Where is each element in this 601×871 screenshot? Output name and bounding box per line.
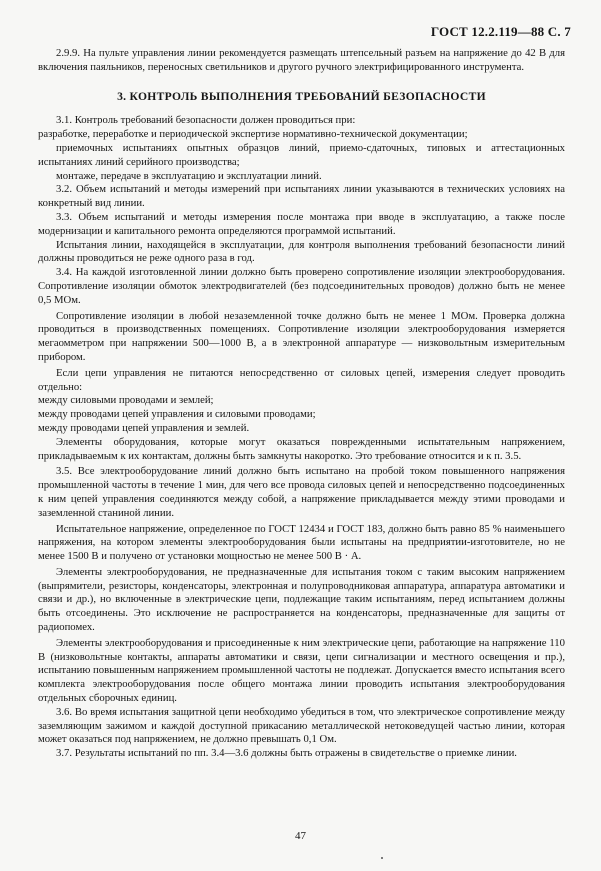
paragraph: 3.5. Все электрооборудование линий должно быть испытано на пробой током повышенного напряжения промышленной частоты в течение 1 мин, для чего все провода силовых цепей и непосредственно подсоединенных к ним цепей управления соединяются между собой, а напряжение прикладывается между этими проводами и заземленной станиной линии.: [38, 465, 565, 519]
paragraph: 3.3. Объем испытаний и методы измерения после монтажа при вводе в эксплуатацию, а также после модернизации и капитального ремонта определяются программой испытаний.: [38, 210, 565, 237]
paragraph: приемочных испытаниях опытных образцов линий, приемо-сдаточных, типовых и аттестационных испытаниях линий серийного производства;: [38, 141, 565, 168]
paragraph: 3.7. Результаты испытаний по пп. 3.4—3.6 должны быть отражены в свидетельстве о приемке линии.: [56, 747, 517, 760]
paragraph: Элементы электрооборудования, не предназначенные для испытания током с таким высоким напряжением (выпрямители, резисторы, конденсаторы, электронная и полупроводниковая аппаратура, аппаратура автоматики и связи и др.), но включенные в электрические цепи, подлежащие таким испытаниям, перед испытанием должны быть отсоединены. Это исключение не распространяется на конденсаторы, предназначенные для защиты от радиопомех.: [38, 565, 565, 634]
paragraph: 3.2. Объем испытаний и методы измерений при испытаниях линии указываются в технических условиях на конкретный вид линии.: [38, 183, 565, 210]
scan-speck: [381, 857, 383, 859]
body-text: [38, 47, 565, 761]
paragraph: разработке, переработке и периодической экспертизе нормативно-технической документации;: [38, 128, 468, 141]
section-title: 3. КОНТРОЛЬ ВЫПОЛНЕНИЯ ТРЕБОВАНИЙ БЕЗОПАСНОСТИ: [117, 89, 486, 103]
paragraph: 3.1. Контроль требований безопасности должен проводиться при:: [56, 114, 356, 127]
paragraph: 3.6. Во время испытания защитной цепи необходимо убедиться в том, что электрическое сопротивление между заземляющим зажимом и каждой доступной прикасанию металлической нетоковедущей частью линии, которая может оказаться под напряжением, не должно превышать 0,1 Ом.: [38, 705, 565, 746]
paragraph: между проводами цепей управления и землей.: [38, 421, 250, 434]
paragraph: монтаже, передаче в эксплуатацию и эксплуатации линий.: [56, 169, 322, 182]
paragraph-list: [38, 114, 565, 761]
paragraph: между проводами цепей управления и силовыми проводами;: [38, 408, 316, 421]
paragraph: Испытательное напряжение, определенное по ГОСТ 12434 и ГОСТ 183, должно быть равно 85 % наименьшего напряжения, на котором элементы электрооборудования были испытаны на предприятии-изготовителе, но не менее 1500 В и получено от установки мощностью не менее 500 В · А.: [38, 522, 565, 563]
running-header: ГОСТ 12.2.119—88 С. 7: [430, 24, 571, 39]
paragraph: между силовыми проводами и землей;: [38, 394, 214, 407]
paragraph: 3.4. На каждой изготовленной линии должно быть проверено сопротивление изоляции электрооборудования. Сопротивление изоляции обмоток электродвигателей (без подсоединительных проводов) должно быть не менее 0,5 МОм.: [38, 266, 565, 306]
paragraph: Если цепи управления не питаются непосредственно от силовых цепей, измерения следует проводить отдельно:: [38, 366, 565, 393]
paragraph-2-9-9: 2.9.9. На пульте управления линии рекомендуется размещать штепсельный разъем на напряжение до 42 В для включения паяльников, переносных светильников и другого ручного электрифицированного инструмента.: [38, 47, 565, 73]
paragraph: Испытания линии, находящейся в эксплуатации, для контроля выполнения требований безопасности линий должны проводиться не реже одного раза в год.: [38, 238, 565, 265]
paragraph: Элементы электрооборудования и присоединенные к ним электрические цепи, работающие на напряжение 110 В (низковольтные контакты, аппараты автоматики и связи, цепи сигнализации и местного освещения и пр.), испытанию повышенным напряжением промышленной частоты не подлежат. Допускается вместо испытания всего комплекта электрооборудования после общего монтажа линии проводить испытания электрооборудования отдельных сборочных единиц.: [38, 636, 565, 705]
paragraph: Сопротивление изоляции в любой незаземленной точке должно быть не менее 1 МОм. Проверка должна проводиться в производственных помещениях. Сопротивление изоляции электрооборудования измеряется мегаомметром при напряжении 500—1000 В, а в электронной аппаратуре — низковольтным измерительным прибором.: [38, 309, 565, 363]
paragraph: Элементы оборудования, которые могут оказаться поврежденными испытательным напряжением, прикладываемым к их контактам, должны быть замкнуты накоротко. Это требование относится и к п. 3.5.: [38, 435, 565, 462]
page-number: 47: [295, 830, 306, 842]
